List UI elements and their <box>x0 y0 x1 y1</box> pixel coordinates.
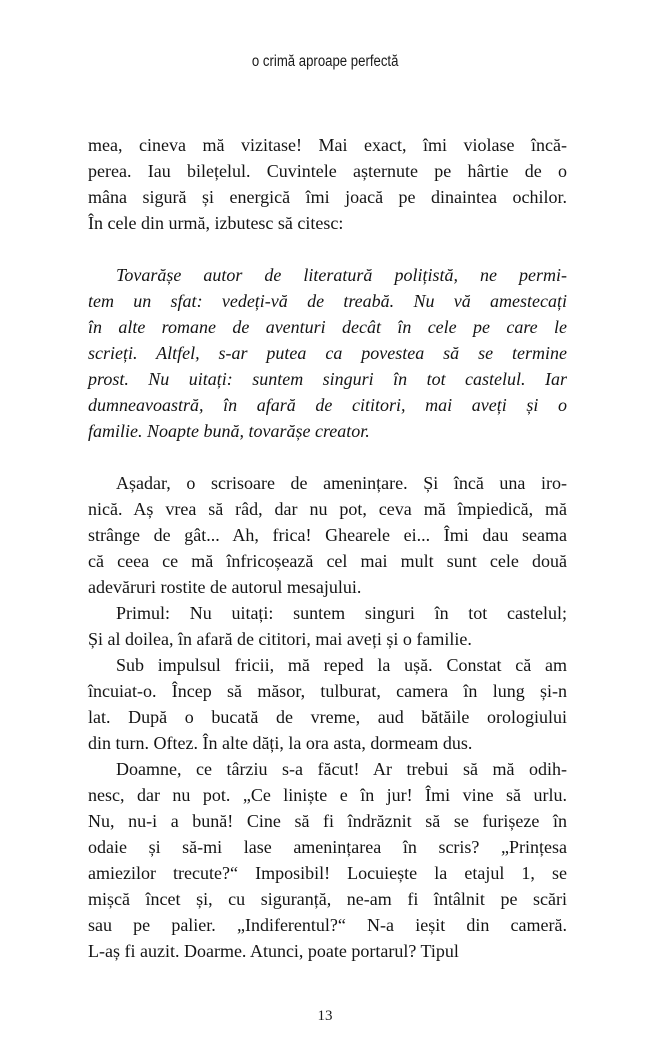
paragraph <box>88 600 567 652</box>
text-line: că ceea ce mă înfricoșează cel mai mult sunt cele două <box>88 551 567 571</box>
text-line: nică. Aș vrea să râd, dar nu pot, ceva mă împiedică, mă <box>88 499 567 519</box>
text-line: adevăruri rostite de autorul mesajului. <box>88 577 362 597</box>
text-line: L-aș fi auzit. Doarme. Atunci, poate portarul? Tipul <box>88 941 459 961</box>
text-line: mișcă încet și, cu siguranță, ne-am fi întâlnit pe scări <box>88 889 567 909</box>
running-header <box>0 52 650 72</box>
text-line: odaie și să-mi lase amenințarea în scris? „Prințesa <box>88 837 567 857</box>
text-block <box>88 132 567 964</box>
text-line: Și al doilea, în afară de cititori, mai aveți și o familie. <box>88 629 472 649</box>
text-line: Așadar, o scrisoare de amenințare. Și încă una iro- <box>116 473 567 493</box>
text-line: prost. Nu uitați: suntem singuri în tot castelul. Iar <box>88 369 567 389</box>
text-line: sau pe palier. „Indiferentul?“ N-a ieșit din cameră. <box>88 915 567 935</box>
text-line: perea. Iau bilețelul. Cuvintele așternute pe hârtie de o <box>88 161 567 181</box>
text-line: mea, cineva mă vizitase! Mai exact, îmi violase încă- <box>88 135 567 155</box>
text-line: familie. Noapte bună, tovarășe creator. <box>88 421 370 441</box>
running-header-title: o crimă aproape perfectă <box>251 53 399 70</box>
text-line: din turn. Oftez. În alte dăți, la ora asta, dormeam dus. <box>88 733 473 753</box>
paragraph <box>88 132 567 236</box>
text-line: în alte romane de aventuri decât în cele pe care le <box>88 317 567 337</box>
letter-paragraph <box>88 262 567 444</box>
text-line: Nu, nu-i a bună! Cine să fi îndrăznit să se furișeze în <box>88 811 567 831</box>
text-line: strânge de gât... Ah, frica! Ghearele ei... Îmi dau seama <box>88 525 567 545</box>
text-line: mâna sigură și energică îmi joacă pe dinaintea ochilor. <box>88 187 567 207</box>
text-line: lat. După o bucată de vreme, aud bătăile orologiului <box>88 707 567 727</box>
text-line: amiezilor trecute?“ Imposibil! Locuiește la etajul 1, se <box>88 863 567 883</box>
text-line: dumneavoastră, în afară de cititori, mai aveți și o <box>88 395 567 415</box>
text-line: În cele din urmă, izbutesc să citesc: <box>88 213 344 233</box>
page-number: 13 <box>317 1008 333 1024</box>
text-line: Doamne, ce târziu s-a făcut! Ar trebui să mă odih- <box>116 759 567 779</box>
text-line: nesc, dar nu pot. „Ce liniște e în jur! Îmi vine să urlu. <box>88 785 567 805</box>
text-line: Tovarășe autor de literatură polițistă, ne permi- <box>116 265 567 285</box>
text-line: Primul: Nu uitați: suntem singuri în tot castelul; <box>116 603 567 623</box>
text-line: încuiat-o. Încep să măsor, tulburat, camera în lung și-n <box>88 681 567 701</box>
paragraph <box>88 756 567 964</box>
text-line: scrieți. Altfel, s-ar putea ca povestea să se termine <box>88 343 567 363</box>
text-line: Sub impulsul fricii, mă reped la ușă. Constat că am <box>116 655 567 675</box>
paragraph <box>88 652 567 756</box>
text-line: tem un sfat: vedeți-vă de treabă. Nu vă amestecați <box>88 291 567 311</box>
paragraph <box>88 470 567 600</box>
